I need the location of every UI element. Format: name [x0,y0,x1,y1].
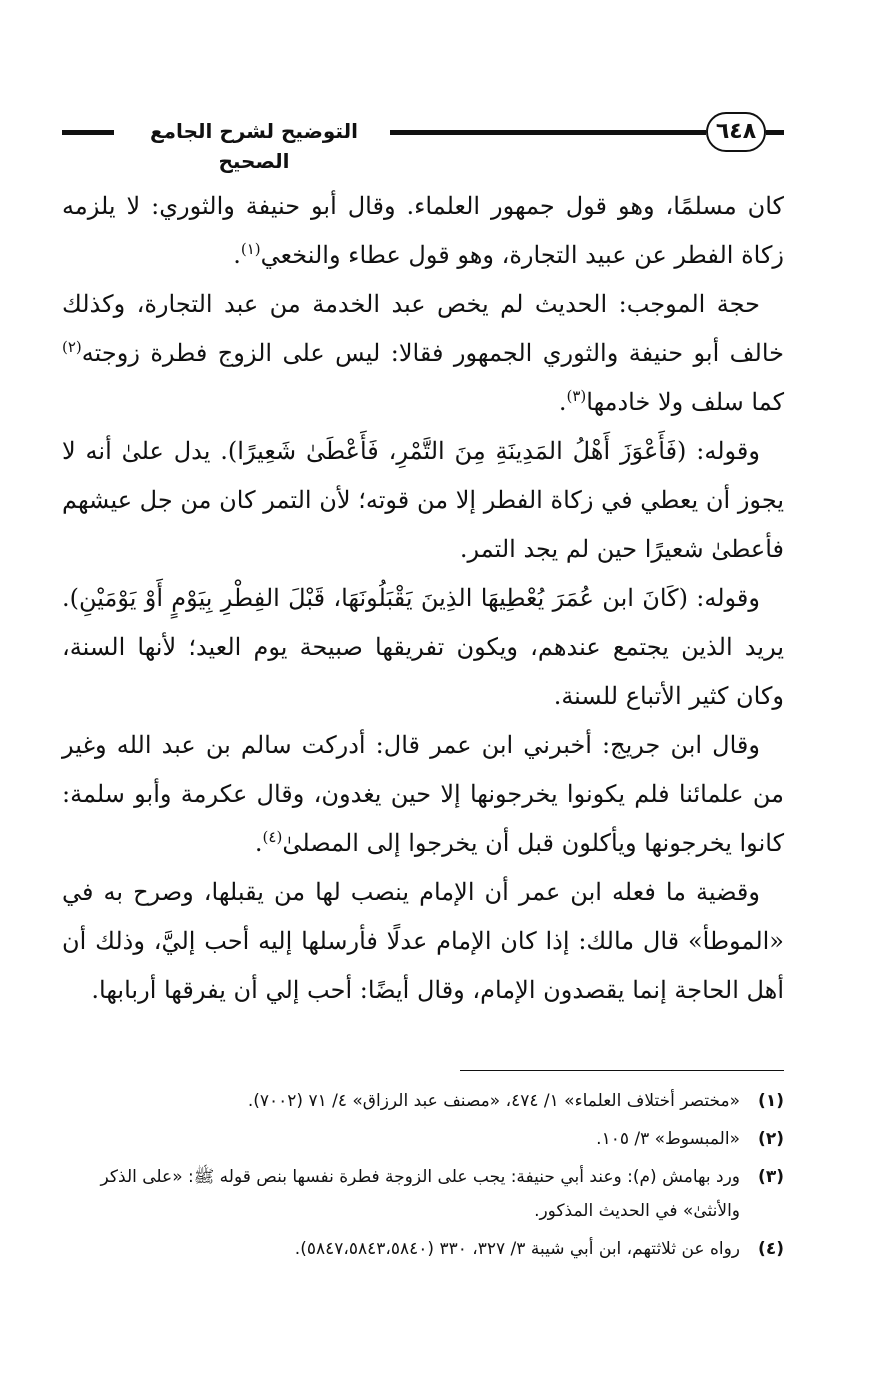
footnote-2 [90,1122,784,1156]
paragraph-text: كان مسلمًا، وهو قول جمهور العلماء. وقال أبو حنيفة والثوري: لا يلزمه زكاة الفطر عن عبيد التجارة، وهو قول عطاء والنخعي [62,192,784,269]
footnote-ref-4: (٤) [262,828,283,846]
footnote-ref-1: (١) [240,240,261,258]
footnote-4 [90,1232,784,1266]
paragraph-tail: . [558,388,567,416]
paragraph-5 [62,721,784,868]
footnote-text: رواه عن ثلاثتهم، ابن أبي شيبة ٣/ ٣٢٧، ٣٣٠ (٥٨٤٧،٥٨٤٣،٥٨٤٠). [294,1239,740,1259]
footnote-number: (٣) [758,1167,784,1187]
paragraph-2 [62,280,784,427]
footnote-text: ورد بهامش (م): وعند أبي حنيفة: يجب على الزوجة فطرة نفسها بنص قوله ﷺ: «على الذكر والأنثىٰ» في الحديث المذكور. [100,1167,740,1221]
book-title: التوضيح لشرح الجامع الصحيح [150,119,358,173]
footnote-text: «مختصر أختلاف العلماء» ١/ ٤٧٤، «مصنف عبد الرزاق» ٤/ ٧١ (٧٠٠٢). [247,1091,740,1111]
footnote-number: (٤) [758,1239,784,1259]
footnote-number: (٢) [758,1129,784,1149]
paragraph-text: وقضية ما فعله ابن عمر أن الإمام ينصب لها من يقبلها، وصرح به في «الموطأ» قال مالك: إذا كان الإمام عدلًا فأرسلها إليه أحب إليَّ، وذلك أن أهل الحاجة إنما يقصدون الإمام، وقال أيضًا: أحب إلي أن يفرقها أربابها. [62,878,784,1004]
main-text [62,182,784,1015]
paragraph-3 [62,427,784,574]
paragraph-1 [62,182,784,280]
paragraph-text: وقوله: (كَانَ ابن عُمَرَ يُعْطِيهَا الذِينَ يَقْبَلُونَهَا، قَبْلَ الفِطْرِ بِيَوْمٍ أَوْ يَوْمَيْنِ). يريد الذين يجتمع عندهم، ويكون تفريقها صبيحة يوم العيد؛ لأنها السنة، وكان كثير الأتباع للسنة. [62,584,784,710]
header-rule-left [62,130,114,135]
paragraph-tail: كما سلف ولا خادمها [586,388,784,416]
header-rule-right [766,130,784,135]
paragraph-tail: . [254,829,263,857]
paragraph-text: وقال ابن جريج: أخبرني ابن عمر قال: أدركت سالم بن عبد الله وغير من علمائنا فلم يكونوا يخرجونها إلا حين يغدون، وقال عكرمة وأبو سلمة: كانوا يخرجونها ويأكلون قبل أن يخرجوا إلى المصلىٰ [62,731,784,857]
running-header [62,112,784,173]
paragraph-6 [62,868,784,1015]
paragraph-tail: . [233,241,241,269]
footnote-number: (١) [758,1091,784,1111]
footnote-ref-3: (٣) [566,387,587,405]
footnote-ref-2: (٢) [62,338,82,356]
paragraph-text: وقوله: (فَأَعْوَزَ أَهْلُ المَدِينَةِ مِنَ التَّمْرِ، فَأَعْطَىٰ شَعِيرًا). يدل علىٰ أنه لا يجوز أن يعطي في زكاة الفطر إلا من قوته؛ لأن التمر كان من جل عيشهم فأعطىٰ شعيرًا حين لم يجد التمر. [62,437,784,563]
paragraph-4 [62,574,784,721]
footnote-separator [460,1070,784,1071]
footnotes [90,1084,784,1270]
footnote-text: «المبسوط» ٣/ ١٠٥. [596,1129,740,1149]
page-number: ٦٤٨ [706,112,766,152]
header-rule-middle [390,130,706,135]
paragraph-text: حجة الموجب: الحديث لم يخص عبد الخدمة من عبد التجارة، وكذلك خالف أبو حنيفة والثوري الجمهور فقالا: ليس على الزوج فطرة زوجته [62,290,784,367]
footnote-3 [90,1160,784,1228]
footnote-1 [90,1084,784,1118]
